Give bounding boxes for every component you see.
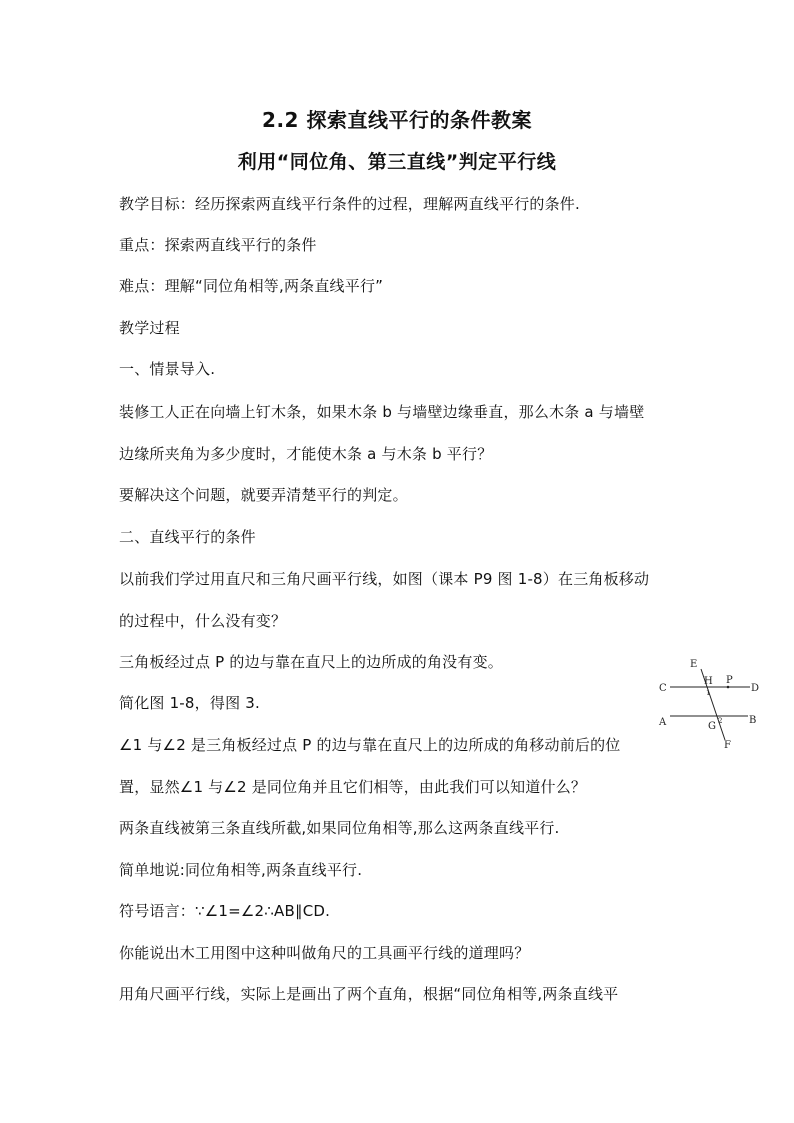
text-line: 以前我们学过用直尺和三角尺画平行线，如图（课本 P9 图 1-8）在三角板移动 [119, 570, 650, 588]
angle-2-label: 2 [718, 717, 723, 725]
text-line: 符号语言：∵∠1=∠2∴AB∥CD. [119, 902, 331, 920]
text-line: 边缘所夹角为多少度时，才能使木条 a 与木条 b 平行？ [119, 445, 493, 463]
label-p: P [726, 675, 733, 686]
text-line: 一、情景导入. [119, 360, 216, 378]
text-line: 置，显然∠1 与∠2 是同位角并且它们相等，由此我们可以知道什么？ [119, 778, 587, 796]
label-g: G [708, 721, 716, 732]
label-b: B [749, 715, 757, 726]
label-e: E [690, 659, 698, 670]
text-line: 装修工人正在向墙上钉木条，如果木条 b 与墙壁边缘垂直，那么木条 a 与墙壁 [119, 403, 645, 421]
label-c: C [659, 683, 667, 694]
text-line: 的过程中，什么没有变？ [119, 612, 287, 630]
text-line: ∠1 与∠2 是三角板经过点 P 的边与靠在直尺上的边所成的角移动前后的位 [119, 736, 621, 754]
text-line: 要解决这个问题，就要弄清楚平行的判定。 [119, 486, 408, 504]
page-subtitle: 利用“同位角、第三直线”判定平行线 [237, 151, 557, 173]
text-line: 难点：理解“同位角相等,两条直线平行” [119, 277, 384, 295]
text-line: 简单地说:同位角相等,两条直线平行. [119, 861, 363, 879]
label-a: A [659, 717, 667, 728]
text-line: 简化图 1-8，得图 3. [119, 694, 260, 712]
text-line: 二、直线平行的条件 [119, 528, 256, 546]
text-line: 用角尺画平行线，实际上是画出了两个直角，根据“同位角相等,两条直线平 [119, 985, 619, 1003]
parallel-lines-figure [650, 655, 770, 750]
text-line: 两条直线被第三条直线所截,如果同位角相等,那么这两条直线平行. [119, 819, 560, 837]
angle-1-label: 1 [706, 689, 711, 697]
text-line: 重点：探索两直线平行的条件 [119, 236, 317, 254]
label-f: F [724, 740, 731, 750]
text-line: 教学目标：经历探索两直线平行条件的过程，理解两直线平行的条件. [119, 195, 580, 213]
point-p [727, 686, 730, 689]
label-h: H [704, 676, 713, 687]
text-line: 你能说出木工用图中这种叫做角尺的工具画平行线的道理吗？ [119, 944, 530, 962]
page-title: 2.2 探索直线平行的条件教案 [262, 108, 532, 132]
label-d: D [751, 683, 760, 694]
text-line: 教学过程 [119, 319, 180, 337]
text-line: 三角板经过点 P 的边与靠在直尺上的边所成的角没有变。 [119, 653, 503, 671]
